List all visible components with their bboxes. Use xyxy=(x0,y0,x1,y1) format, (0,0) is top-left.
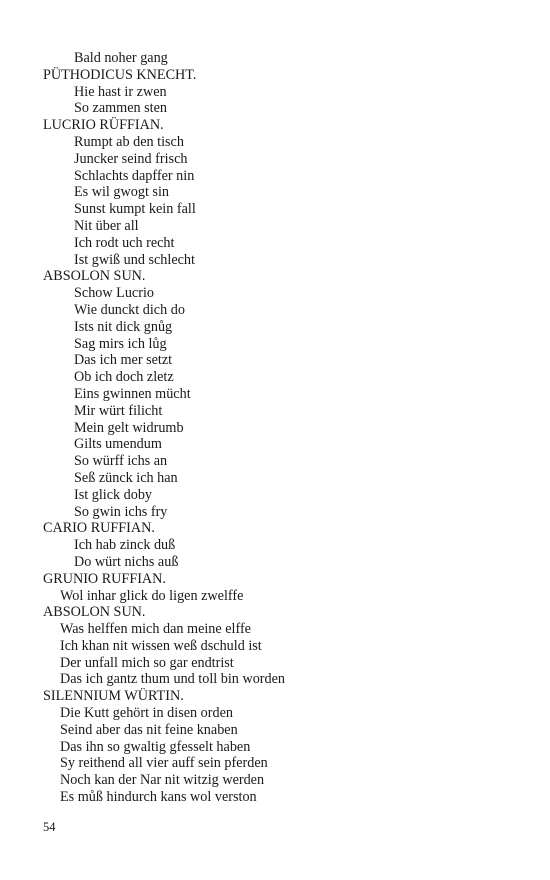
verse-line: Gilts umendum xyxy=(74,436,162,453)
verse-line: Sag mirs ich lůg xyxy=(74,335,167,352)
verse-line: Sunst kumpt kein fall xyxy=(74,201,196,218)
speaker-name: CARIO RUFFIAN. xyxy=(43,520,155,537)
verse-line: Sy reithend all vier auff sein pferden xyxy=(60,755,268,772)
verse-line: So zammen sten xyxy=(74,100,167,117)
verse-line: Schow Lucrio xyxy=(74,285,154,302)
verse-line: Ist gwiß und schlecht xyxy=(74,251,195,268)
verse-line: Do würt nichs auß xyxy=(74,553,179,570)
verse-line: Das ich gantz thum und toll bin worden xyxy=(60,671,285,688)
speaker-name: SILENNIUM WÜRTIN. xyxy=(43,688,184,705)
verse-line: Das ihn so gwaltig gfesselt haben xyxy=(60,738,251,755)
verse-line: Mir würt filicht xyxy=(74,402,163,419)
speaker-name: ABSOLON SUN. xyxy=(43,604,146,621)
verse-line: Ists nit dick gnůg xyxy=(74,318,173,335)
verse-line: Noch kan der Nar nit witzig werden xyxy=(60,772,265,789)
speaker-name: LUCRIO RÜFFIAN. xyxy=(43,117,164,134)
verse-line: Ich hab zinck duß xyxy=(74,537,176,554)
verse-line: Seind aber das nit feine knaben xyxy=(60,721,238,738)
verse-line: Bald noher gang xyxy=(74,50,168,66)
verse-line: Ich rodt uch recht xyxy=(74,234,175,251)
verse-line: Was helffen mich dan meine elffe xyxy=(60,621,251,638)
verse-line: Seß zünck ich han xyxy=(74,469,178,486)
verse-line: Rumpt ab den tisch xyxy=(74,133,184,150)
verse-line: Ob ich doch zletz xyxy=(74,369,174,386)
verse-line: Wol inhar glick do ligen zwelffe xyxy=(60,587,244,604)
verse-line: Wie dunckt dich do xyxy=(74,301,185,318)
page-number: 54 xyxy=(43,820,56,834)
play-text xyxy=(43,50,523,806)
verse-line: Das ich mer setzt xyxy=(74,352,173,369)
speaker-name: ABSOLON SUN. xyxy=(43,268,146,285)
verse-line: Es můß hindurch kans wol verston xyxy=(60,789,257,806)
verse-line: So würff ichs an xyxy=(74,453,168,470)
verse-line: Nit über all xyxy=(74,217,139,234)
verse-line: Es wil gwogt sin xyxy=(74,184,169,201)
verse-line: Mein gelt widrumb xyxy=(74,419,184,436)
speaker-name: GRUNIO RUFFIAN. xyxy=(43,570,166,587)
verse-line: Schlachts dapffer nin xyxy=(74,167,195,184)
verse-line: Die Kutt gehört in disen orden xyxy=(60,705,233,722)
verse-line: Juncker seind frisch xyxy=(74,150,188,167)
verse-line: So gwin ichs fry xyxy=(74,503,168,520)
verse-line: Eins gwinnen mücht xyxy=(74,385,191,402)
verse-line: Hie hast ir zwen xyxy=(74,83,167,100)
speaker-name: PÜTHODICUS KNECHT. xyxy=(43,66,197,83)
verse-line: Ich khan nit wissen weß dschuld ist xyxy=(60,637,262,654)
verse-line: Ist glick doby xyxy=(74,486,153,503)
verse-line: Der unfall mich so gar endtrist xyxy=(60,654,234,671)
